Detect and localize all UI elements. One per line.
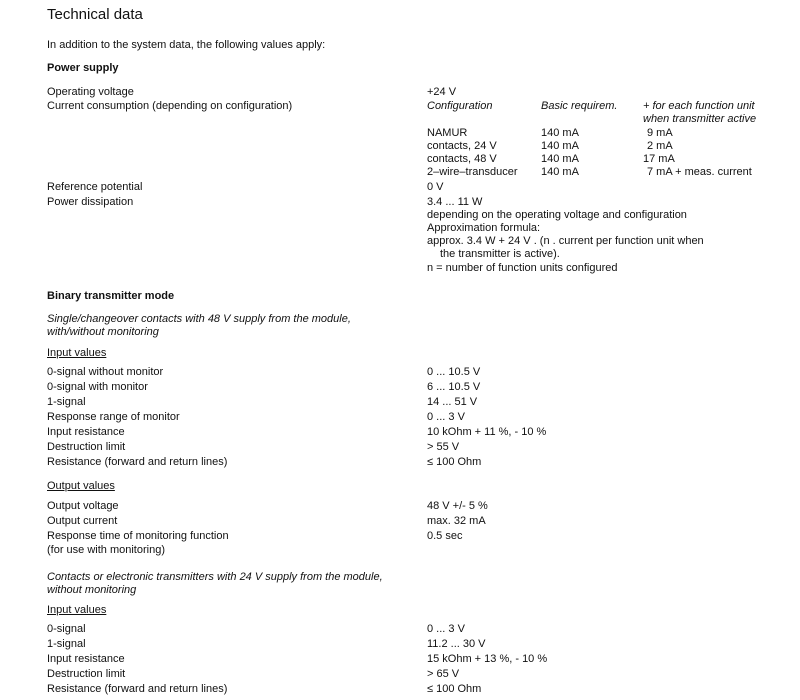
input-row-label: Response range of monitor: [47, 411, 180, 423]
table-cell-config: 2–wire–transducer: [427, 166, 518, 178]
input-row-label: 1-signal: [47, 396, 86, 408]
input-row-value: 14 ... 51 V: [427, 396, 478, 408]
input-row-value: 0 ... 10.5 V: [427, 366, 481, 378]
reference-potential-label: Reference potential: [47, 181, 143, 193]
output-row-value: max. 32 mA: [427, 515, 486, 527]
binary-mode-heading: Binary transmitter mode: [47, 290, 175, 302]
power-dissipation-line: depending on the operating voltage and configuration: [427, 209, 687, 221]
table-cell-per-unit: 9 mA: [647, 127, 673, 139]
current-consumption-label: Current consumption (depending on configuration): [47, 100, 293, 112]
power-dissipation-line: n = number of function units configured: [427, 262, 618, 274]
section1-description: Single/changeover contacts with 48 V supply from the module,: [47, 313, 351, 325]
input2-row-value: > 65 V: [427, 668, 460, 680]
table-cell-per-unit: 7 mA + meas. current: [647, 166, 752, 178]
table-header-basic: Basic requirem.: [541, 100, 618, 112]
input2-row-label: 1-signal: [47, 638, 86, 650]
input-row-label: Input resistance: [47, 426, 125, 438]
power-dissipation-line: approx. 3.4 W + 24 V . (n . current per function unit when: [427, 235, 704, 247]
operating-voltage-value: +24 V: [427, 86, 457, 98]
output-row-label: (for use with monitoring): [47, 544, 165, 556]
table-cell-basic: 140 mA: [541, 127, 579, 139]
power-dissipation-line: 3.4 ... 11 W: [427, 196, 483, 208]
section2-description-2: without monitoring: [47, 584, 137, 596]
input-values-heading: Input values: [47, 347, 107, 359]
table-cell-config: contacts, 24 V: [427, 140, 497, 152]
input-row-value: 6 ... 10.5 V: [427, 381, 481, 393]
page-title: Technical data: [47, 6, 143, 23]
output-row-label: Response time of monitoring function: [47, 530, 229, 542]
input-row-value: 10 kOhm + 11 %, - 10 %: [427, 426, 547, 438]
power-dissipation-line: Approximation formula:: [427, 222, 541, 234]
table-cell-basic: 140 mA: [541, 153, 579, 165]
input-row-label: Resistance (forward and return lines): [47, 456, 228, 468]
output-row-value: 0.5 sec: [427, 530, 463, 542]
table-header-per-unit-2: when transmitter active: [643, 113, 757, 125]
output-row-value: 48 V +/- 5 %: [427, 500, 488, 512]
input-row-value: ≤ 100 Ohm: [427, 456, 482, 468]
input2-row-value: 0 ... 3 V: [427, 623, 465, 635]
input2-row-value: 15 kOhm + 13 %, - 10 %: [427, 653, 548, 665]
input2-row-label: Destruction limit: [47, 668, 126, 680]
input2-row-value: ≤ 100 Ohm: [427, 683, 482, 695]
table-cell-per-unit: 17 mA: [643, 153, 675, 165]
table-header-configuration: Configuration: [427, 100, 493, 112]
table-cell-basic: 140 mA: [541, 140, 579, 152]
section1-description-2: with/without monitoring: [47, 326, 159, 338]
output-row-label: Output current: [47, 515, 118, 527]
input-row-value: > 55 V: [427, 441, 460, 453]
input-row-label: Destruction limit: [47, 441, 126, 453]
table-cell-per-unit: 2 mA: [647, 140, 673, 152]
table-cell-basic: 140 mA: [541, 166, 579, 178]
input-row-label: 0-signal without monitor: [47, 366, 164, 378]
table-cell-config: NAMUR: [427, 127, 468, 139]
input2-row-label: Resistance (forward and return lines): [47, 683, 228, 695]
intro-text: In addition to the system data, the following values apply:: [47, 39, 326, 51]
operating-voltage-label: Operating voltage: [47, 86, 134, 98]
output-row-label: Output voltage: [47, 500, 119, 512]
input2-row-value: 11.2 ... 30 V: [427, 638, 486, 650]
input-row-value: 0 ... 3 V: [427, 411, 465, 423]
table-cell-config: contacts, 48 V: [427, 153, 497, 165]
section2-description: Contacts or electronic transmitters with 24 V supply from the module,: [47, 571, 383, 583]
power-dissipation-label: Power dissipation: [47, 196, 134, 208]
power-dissipation-line: the transmitter is active).: [440, 248, 560, 260]
input-values-heading-2: Input values: [47, 604, 107, 616]
output-values-heading: Output values: [47, 480, 115, 492]
input-row-label: 0-signal with monitor: [47, 381, 148, 393]
input2-row-label: 0-signal: [47, 623, 86, 635]
power-supply-heading: Power supply: [47, 62, 119, 74]
input2-row-label: Input resistance: [47, 653, 125, 665]
reference-potential-value: 0 V: [427, 181, 444, 193]
table-header-per-unit: + for each function unit: [643, 100, 755, 112]
